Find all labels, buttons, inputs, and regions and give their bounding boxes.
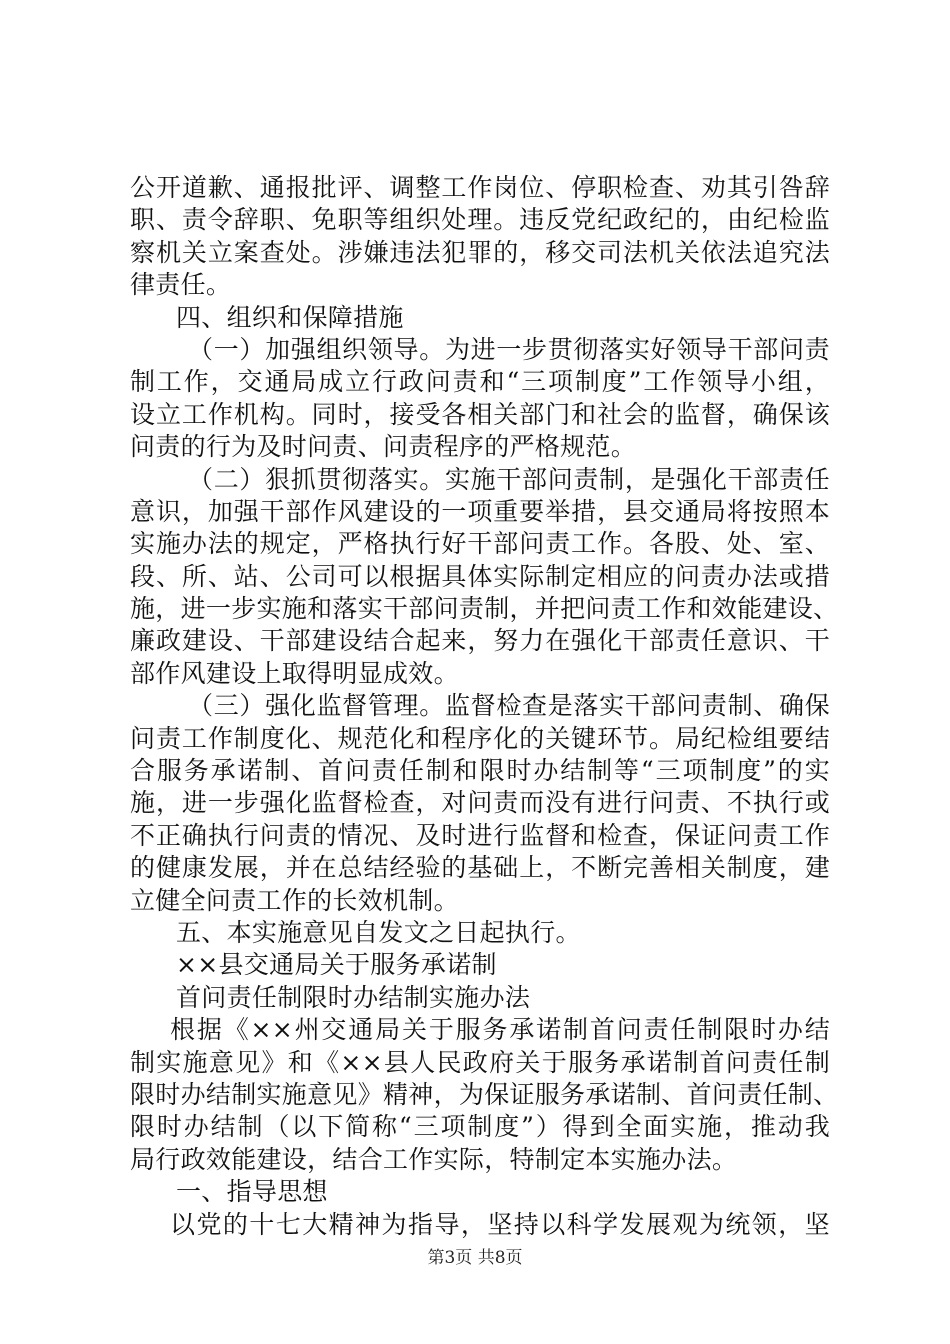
section-heading: 四、组织和保障措施 xyxy=(176,302,404,332)
text-line: 制工作，交通局成立行政问责和“三项制度”工作领导小组， xyxy=(130,367,830,397)
text-line: （二）狠抓贯彻落实。实施干部问责制，是强化干部责任 xyxy=(188,464,830,494)
text-line: 以党的十七大精神为指导，坚持以科学发展观为统领，坚 xyxy=(170,1209,830,1239)
text-line: 部作风建设上取得明显成效。 xyxy=(130,658,459,688)
text-line: 段、所、站、公司可以根据具体实际制定相应的问责办法或措 xyxy=(130,561,830,591)
text-line: 公开道歉、通报批评、调整工作岗位、停职检查、劝其引咎辞 xyxy=(130,173,830,202)
text-line: 设立工作机构。同时，接受各相关部门和社会的监督，确保该 xyxy=(130,399,830,429)
text-line: 廉政建设、干部建设结合起来，努力在强化干部责任意识、干 xyxy=(130,626,830,656)
text-line: 的健康发展，并在总结经验的基础上，不断完善相关制度，建 xyxy=(130,853,830,883)
page-footer xyxy=(0,1243,950,1268)
text-line: 察机关立案查处。涉嫌违法犯罪的，移交司法机关依法追究法 xyxy=(130,237,830,267)
section-heading: 五、本实施意见自发文之日起执行。 xyxy=(176,917,581,947)
text-line: 问责工作制度化、规范化和程序化的关键环节。局纪检组要结 xyxy=(130,723,830,753)
page-number: 第3页 共8页 xyxy=(427,1248,523,1268)
text-line: 立健全问责工作的长效机制。 xyxy=(130,885,459,915)
document-body xyxy=(130,172,839,1241)
text-line: 限时办结制实施意见》精神，为保证服务承诺制、首问责任制、 xyxy=(130,1079,839,1109)
section-heading: 一、指导思想 xyxy=(176,1177,328,1207)
text-line: 意识，加强干部作风建设的一项重要举措，县交通局将按照本 xyxy=(130,496,830,526)
text-line: 不正确执行问责的情况、及时进行监督和检查，保证问责工作 xyxy=(130,820,830,850)
text-line: 职、责令辞职、免职等组织处理。违反党纪政纪的，由纪检监 xyxy=(130,205,830,235)
text-line: 施，进一步实施和落实干部问责制，并把问责工作和效能建设、 xyxy=(130,594,839,624)
text-line: 施，进一步强化监督检查，对问责而没有进行问责、不执行或 xyxy=(130,788,830,818)
text-line: 根据《××州交通局关于服务承诺制首问责任制限时办结 xyxy=(170,1015,830,1045)
subdocument-title: ××县交通局关于服务承诺制 xyxy=(176,950,497,980)
text-line: 实施办法的规定，严格执行好干部问责工作。各股、处、室、 xyxy=(130,529,830,559)
text-line: 局行政效能建设，结合工作实际，特制定本实施办法。 xyxy=(130,1144,738,1174)
text-line: 合服务承诺制、首问责任制和限时办结制等“三项制度”的实 xyxy=(130,756,830,786)
text-line: 律责任。 xyxy=(130,270,232,300)
text-line: 限时办结制（以下简称“三项制度”）得到全面实施，推动我 xyxy=(130,1112,830,1142)
text-line: （三）强化监督管理。监督检查是落实干部问责制、确保 xyxy=(188,691,830,721)
text-line: （一）加强组织领导。为进一步贯彻落实好领导干部问责 xyxy=(188,334,830,364)
subdocument-title: 首问责任制限时办结制实施办法 xyxy=(176,982,531,1012)
text-line: 问责的行为及时问责、问责程序的严格规范。 xyxy=(130,432,637,462)
text-line: 制实施意见》和《××县人民政府关于服务承诺制首问责任制 xyxy=(130,1047,830,1077)
